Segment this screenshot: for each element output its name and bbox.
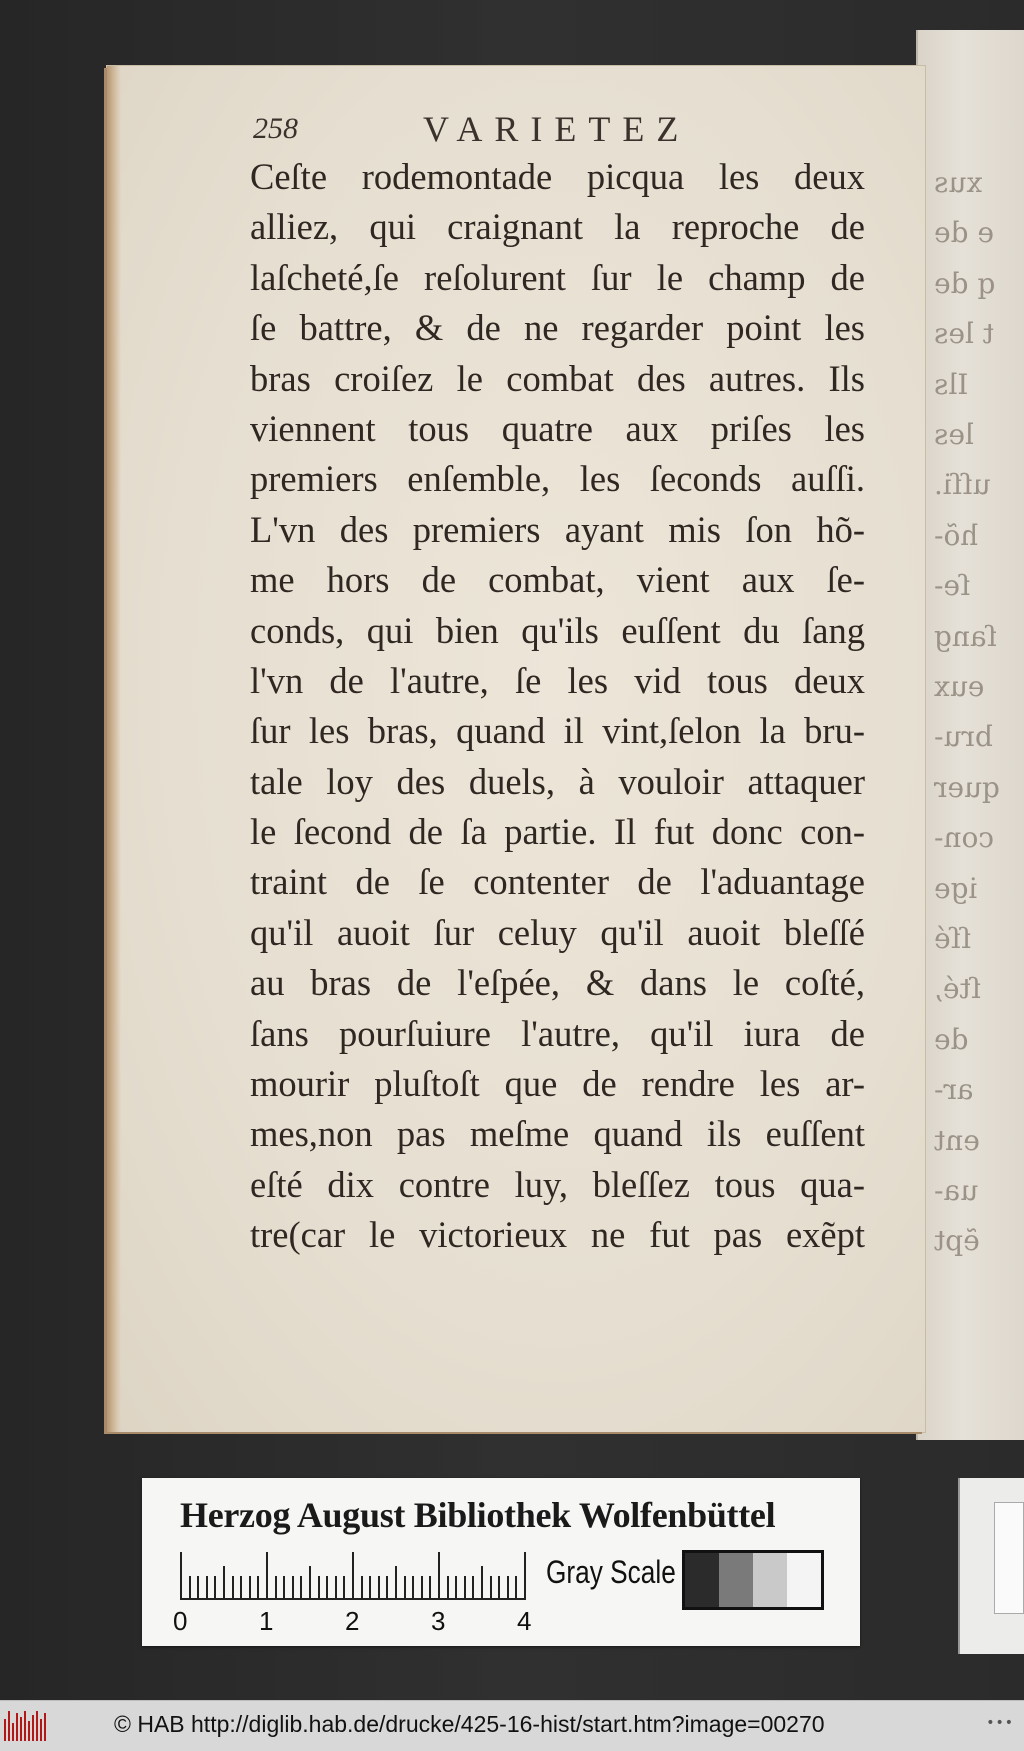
ruler-tick xyxy=(266,1552,268,1600)
facing-page-fragment: e de xyxy=(934,216,994,250)
ruler-tick xyxy=(257,1576,259,1600)
facing-page-fragment: t les xyxy=(934,317,995,351)
text-line: ſans pourſuiure l'autre, qu'il iura de xyxy=(250,1012,865,1054)
facing-page-fragment: les xyxy=(934,418,974,451)
gray-scale-label: Gray Scale xyxy=(546,1554,676,1590)
text-line: premiers enſemble, les ſeconds auſſi. xyxy=(250,458,865,500)
text-line: laſcheté,ſe reſolurent ſur le champ de xyxy=(250,256,865,298)
facing-page-fragment: xus xyxy=(934,166,983,199)
library-name: Herzog August Bibliothek Wolfenbüttel xyxy=(180,1495,776,1535)
ruler-tick xyxy=(232,1576,234,1600)
facing-page-fragment: ige xyxy=(934,871,978,905)
footer-url[interactable]: © HAB http://diglib.hab.de/drucke/425-16-hist/start.htm?image=00270 xyxy=(114,1711,825,1737)
page-fore-edge xyxy=(107,66,121,1432)
gray-swatches xyxy=(682,1550,824,1610)
ruler-tick xyxy=(214,1576,216,1600)
logo-stripe xyxy=(36,1711,38,1741)
hab-logo-icon xyxy=(4,1711,48,1741)
ruler-tick xyxy=(223,1566,225,1600)
facing-page-fragment: q de xyxy=(934,266,996,300)
ruler-tick xyxy=(455,1576,457,1600)
facing-page-fragment: ſe- xyxy=(934,569,971,603)
ruler-tick xyxy=(292,1576,294,1600)
text-line: tre(car le victorieux ne fut pas exẽpt xyxy=(250,1214,865,1256)
facing-page-fragment: de xyxy=(934,1022,969,1056)
text-line: au bras de l'eſpée, & dans le coſté, xyxy=(250,962,865,1004)
text-line: bras croiſez le combat des autres. Ils xyxy=(250,357,865,399)
ruler-tick xyxy=(369,1576,371,1600)
text-line: conds, qui bien qu'ils euſſent du ſang xyxy=(250,609,865,651)
ruler-tick xyxy=(240,1576,242,1600)
side-card-label-strip xyxy=(994,1502,1024,1614)
ruler-tick xyxy=(378,1576,380,1600)
ruler-tick xyxy=(343,1576,345,1600)
logo-stripe xyxy=(24,1711,26,1741)
ruler-tick xyxy=(490,1576,492,1600)
facing-page-fragment: ent xyxy=(934,1123,980,1157)
facing-page-fragment: uſſi. xyxy=(934,468,991,502)
facing-page-fragment: con- xyxy=(934,821,995,855)
color-scale-card xyxy=(142,1478,860,1646)
text-line: le ſecond de ſa partie. Il fut donc con- xyxy=(250,811,865,853)
text-line: me hors de combat, vient aux ſe- xyxy=(250,559,865,601)
ruler-tick xyxy=(507,1576,509,1600)
ruler-tick xyxy=(361,1576,363,1600)
gray-swatch xyxy=(787,1553,821,1607)
text-line: traint de ſe contenter de l'aduantage xyxy=(250,861,865,903)
ruler-tick xyxy=(309,1566,311,1600)
facing-page-fragment: bru- xyxy=(934,720,993,754)
gray-swatch xyxy=(719,1553,753,1607)
logo-stripe xyxy=(20,1717,22,1741)
facing-page-fragment: ſté, xyxy=(934,972,982,1006)
ruler-tick xyxy=(472,1576,474,1600)
body-text xyxy=(250,152,865,1261)
logo-stripe xyxy=(44,1713,46,1741)
ruler-tick xyxy=(438,1552,440,1600)
text-line: l'vn de l'autre, ſe les vid tous deux xyxy=(250,659,865,701)
ruler-tick xyxy=(318,1576,320,1600)
text-line: mes,non pas meſme quand ils euſſent xyxy=(250,1113,865,1155)
page-header xyxy=(253,108,723,152)
ruler-tick xyxy=(421,1576,423,1600)
facing-page-fragment: ẽpt xyxy=(934,1224,980,1258)
ruler-number: 3 xyxy=(431,1606,446,1636)
ruler-tick xyxy=(524,1552,526,1600)
side-color-card xyxy=(958,1478,1024,1654)
logo-stripe xyxy=(4,1719,6,1741)
text-line: qu'il auoit ſur celuy qu'il auoit bleſſé xyxy=(250,911,865,953)
facing-page-edge xyxy=(916,30,1024,1440)
facing-page-fragment: eux xyxy=(934,670,985,703)
ruler-tick xyxy=(189,1576,191,1600)
ruler-tick xyxy=(326,1576,328,1600)
ruler-tick xyxy=(464,1576,466,1600)
text-line: L'vn des premiers ayant mis ſon hõ- xyxy=(250,508,865,550)
ruler-tick xyxy=(481,1566,483,1600)
ruler-tick xyxy=(412,1576,414,1600)
ruler-tick xyxy=(429,1576,431,1600)
logo-stripe xyxy=(32,1715,34,1741)
gray-swatch xyxy=(685,1553,719,1607)
ruler-tick xyxy=(300,1576,302,1600)
facing-page-fragment: ſang xyxy=(934,619,998,653)
ruler-tick xyxy=(206,1576,208,1600)
logo-stripe xyxy=(28,1721,30,1741)
more-options-icon[interactable]: ••• xyxy=(986,1715,1014,1731)
text-line: viennent tous quatre aux priſes les xyxy=(250,407,865,449)
ruler-tick xyxy=(515,1576,517,1600)
ruler-tick xyxy=(395,1566,397,1600)
ruler-tick xyxy=(180,1552,182,1600)
ruler-tick xyxy=(275,1576,277,1600)
facing-page-fragment: hõ- xyxy=(934,518,979,552)
logo-stripe xyxy=(40,1719,42,1741)
text-line: mourir pluſtoſt que de rendre les ar- xyxy=(250,1063,865,1105)
text-line: tale loy des duels, à vouloir attaquer xyxy=(250,760,865,802)
ruler-tick xyxy=(352,1552,354,1600)
text-line: ſur les bras, quand il vint,ſelon la bru- xyxy=(250,710,865,752)
ruler-tick xyxy=(283,1576,285,1600)
footer-bar xyxy=(0,1700,1024,1751)
ruler-tick xyxy=(386,1576,388,1600)
ruler-tick xyxy=(197,1576,199,1600)
ruler-number: 2 xyxy=(345,1606,360,1636)
facing-page-fragment: quer xyxy=(934,770,1000,804)
logo-stripe xyxy=(12,1723,14,1741)
ruler-number: 1 xyxy=(259,1606,274,1636)
facing-page-fragment: ſſé xyxy=(934,922,972,955)
page-number: 258 xyxy=(253,112,298,145)
logo-stripe xyxy=(16,1713,18,1741)
ruler-number: 0 xyxy=(173,1606,188,1636)
facing-page-fragment: ar- xyxy=(934,1073,974,1107)
gray-swatch xyxy=(753,1553,787,1607)
facing-page-fragment: ua- xyxy=(934,1174,979,1207)
ruler-number: 4 xyxy=(517,1606,532,1636)
ruler-tick xyxy=(447,1576,449,1600)
text-line: Ceſte rodemontade picqua les deux xyxy=(250,156,865,197)
ruler-tick xyxy=(404,1576,406,1600)
logo-stripe xyxy=(8,1711,10,1741)
ruler-tick xyxy=(335,1576,337,1600)
facing-page-fragment: Ils xyxy=(934,367,969,401)
text-line: alliez, qui craignant la reproche de xyxy=(250,206,865,248)
running-head: VARIETEZ xyxy=(423,109,691,149)
text-line: ſe battre, & de ne regarder point les xyxy=(250,307,865,349)
ruler-tick xyxy=(498,1576,500,1600)
text-line: eſté dix contre luy, bleſſez tous qua- xyxy=(250,1163,865,1205)
ruler-tick xyxy=(249,1576,251,1600)
